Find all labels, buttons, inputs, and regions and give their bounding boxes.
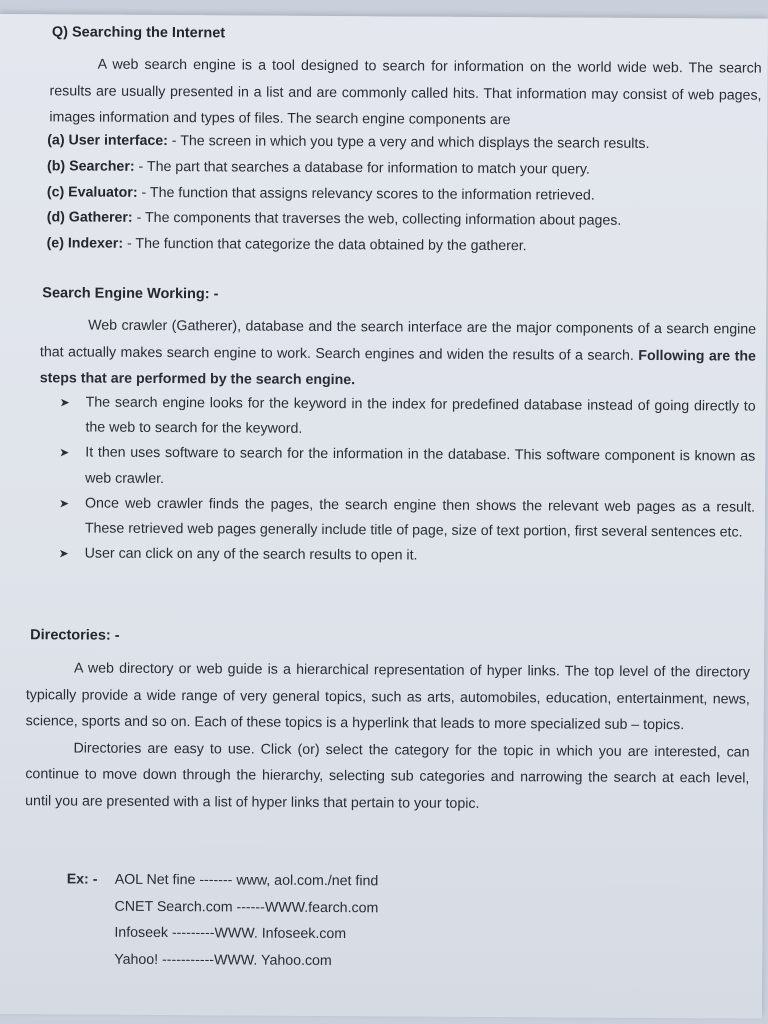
directories-paragraph-2: Directories are easy to use. Click (or) select the category for the topic in which you are interested, can continue to move down through the hierarchy, selecting sub categories and narrowing the search at each level, until you are presented with a list of hyper links that pertain to your topic. xyxy=(25,739,750,812)
component-text: - The function that assigns relevancy scores to the information retrieved. xyxy=(137,184,595,204)
directories-section xyxy=(25,655,750,818)
component-indexer xyxy=(47,231,761,261)
step-item: ➤ It then uses software to search for the information in the database. This software component is known as web crawler. xyxy=(49,441,755,496)
component-user-interface xyxy=(47,128,761,158)
component-label: (c) Evaluator: xyxy=(46,183,138,201)
arrow-bullet-icon: ➤ xyxy=(58,496,70,511)
example-entry: Yahoo! -----------WWW. Yahoo.com xyxy=(114,951,332,969)
component-searcher xyxy=(47,154,761,184)
example-entry: AOL Net fine ------- www, aol.com./net find xyxy=(114,871,379,890)
example-row xyxy=(67,866,379,894)
intro-section xyxy=(49,51,761,135)
step-item: ➤ The search engine looks for the keyword in the index for predefined database instead of going directly to the web to search for the keyword. xyxy=(49,390,755,445)
examples-label: Ex: - xyxy=(66,871,98,888)
example-row xyxy=(66,893,378,921)
working-section xyxy=(40,312,756,396)
component-label: (e) Indexer: xyxy=(46,235,124,252)
working-bold-text: Following are the steps that are performed by the search engine. xyxy=(39,347,756,389)
component-text: - The function that categorize the data obtained by the gatherer. xyxy=(123,235,527,255)
working-title: Search Engine Working: - xyxy=(42,285,219,303)
working-paragraph xyxy=(40,312,756,396)
arrow-bullet-icon: ➤ xyxy=(59,445,70,460)
intro-paragraph: A web search engine is a tool designed to search for information on the world wide web. The search results are usually presented in a list and are commonly called hits. That information may consist of web pages, images information and types of files. The search engine components are xyxy=(49,56,762,129)
question-title: Q) Searching the Internet xyxy=(51,24,226,42)
component-label: (d) Gatherer: xyxy=(46,209,133,227)
example-entry: CNET Search.com ------WWW.fearch.com xyxy=(114,898,379,916)
steps-list xyxy=(49,390,756,571)
component-text: - The components that traverses the web, collecting information about pages. xyxy=(132,210,622,230)
step-item: ➤ Once web crawler finds the pages, the search engine then shows the relevant web pages as a result. These retrieved web pages generally include title of page, size of text portion, first several sentences etc. xyxy=(49,491,755,546)
example-entry: Infoseek ---------WWW. Infoseek.com xyxy=(114,924,347,943)
directories-paragraph-1: A web directory or web guide is a hierarchical representation of hyper links. The top level of the directory typically provide a wide range of very general topics, such as arts, automobiles, education, entertainment, news, science, sports and so on. Each of these topics is a hyperlink that leads to more specialized sub – topics. xyxy=(25,660,751,734)
component-text: - The screen in which you type a very and which displays the search results. xyxy=(167,133,650,152)
example-row xyxy=(66,946,378,974)
document-page xyxy=(0,14,768,1019)
step-item: ➤ User can click on any of the search results to open it. xyxy=(49,542,755,572)
component-text: - The part that searches a database for information to match your query. xyxy=(134,158,590,178)
examples-list xyxy=(66,866,378,974)
component-label: (a) User interface: xyxy=(47,132,168,150)
components-list xyxy=(47,128,762,261)
directories-title: Directories: - xyxy=(30,627,120,644)
component-label: (b) Searcher: xyxy=(47,158,135,175)
working-text: Web crawler (Gatherer), database and the search interface are the major components of a search engine that actually makes search engine to work. Search engines and widen the results of a search. xyxy=(39,317,757,364)
arrow-bullet-icon: ➤ xyxy=(59,395,70,410)
arrow-bullet-icon: ➤ xyxy=(58,546,69,561)
example-row xyxy=(66,919,378,947)
